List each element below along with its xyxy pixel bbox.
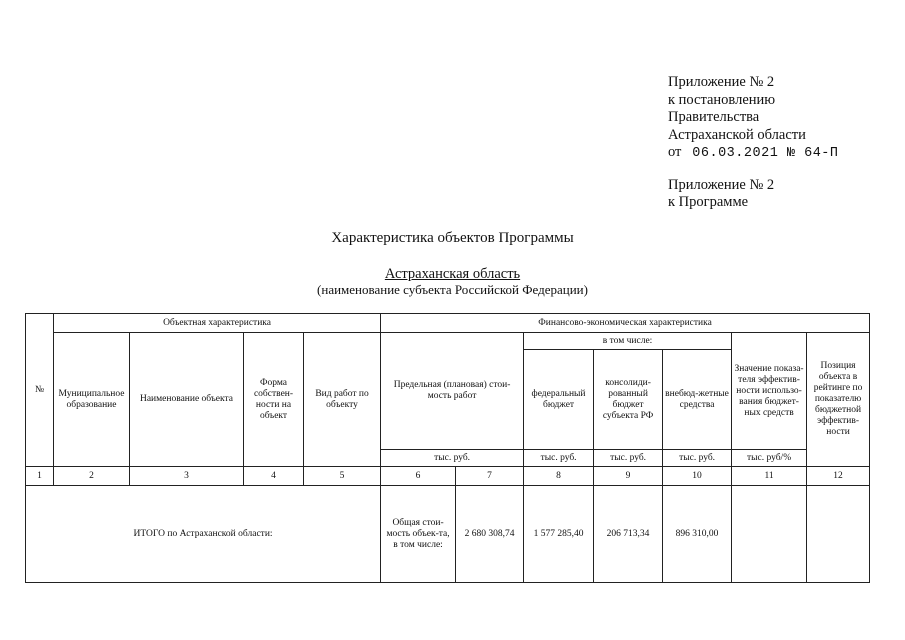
region-note: (наименование субъекта Российской Федерации) bbox=[317, 282, 588, 297]
header-work-type: Вид работ по объекту bbox=[304, 333, 381, 467]
total-row bbox=[26, 486, 870, 583]
unit-consolidated: тыс. руб. bbox=[594, 450, 663, 467]
appendix-line: Астраханской области bbox=[668, 126, 806, 143]
header-max-cost: Предельная (плановая) стои-мость работ bbox=[381, 333, 524, 450]
appendix-line: Приложение № 2 bbox=[668, 74, 775, 90]
header-object-group: Объектная характеристика bbox=[54, 314, 381, 333]
column-number: 12 bbox=[807, 467, 870, 486]
column-number: 6 bbox=[381, 467, 456, 486]
column-number: 9 bbox=[594, 467, 663, 486]
column-number: 3 bbox=[130, 467, 244, 486]
column-numbers-row bbox=[26, 467, 870, 486]
header-number: № bbox=[26, 314, 54, 467]
date-value: 06.03.2021 № 64-П bbox=[692, 146, 839, 161]
column-number: 11 bbox=[732, 467, 807, 486]
objects-table bbox=[25, 313, 870, 583]
header-consolidated: консолиди-рованный бюджет субъекта РФ bbox=[594, 350, 663, 450]
header-municipality: Муниципальное образование bbox=[54, 333, 130, 467]
unit-cost: тыс. руб. bbox=[381, 450, 524, 467]
total-consolidated-value: 206 713,34 bbox=[594, 486, 663, 583]
region-name bbox=[0, 266, 905, 283]
column-number: 5 bbox=[304, 467, 381, 486]
total-extra-value: 896 310,00 bbox=[663, 486, 732, 583]
appendix-line: Правительства bbox=[668, 109, 760, 125]
column-number: 2 bbox=[54, 467, 130, 486]
column-number: 4 bbox=[244, 467, 304, 486]
appendix-line: Приложение № 2 bbox=[668, 176, 775, 193]
unit-federal: тыс. руб. bbox=[524, 450, 594, 467]
appendix-line: к постановлению bbox=[668, 91, 776, 108]
header-object-name: Наименование объекта bbox=[130, 333, 244, 467]
document-title: Характеристика объектов Программы bbox=[331, 230, 574, 246]
total-federal-value: 1 577 285,40 bbox=[524, 486, 594, 583]
header-finance-group: Финансово-экономическая характеристика bbox=[381, 314, 870, 333]
date-prefix: от bbox=[668, 144, 682, 160]
header-federal: федеральный бюджет bbox=[524, 350, 594, 450]
unit-extra: тыс. руб. bbox=[663, 450, 732, 467]
appendix-date-line bbox=[668, 144, 839, 163]
column-number: 10 bbox=[663, 467, 732, 486]
header-including: в том числе: bbox=[524, 333, 732, 350]
column-number: 7 bbox=[456, 467, 524, 486]
total-cost-label: Общая стои-мость объек-та, в том числе: bbox=[381, 486, 456, 583]
total-label: ИТОГО по Астраханской области: bbox=[26, 486, 381, 583]
total-rating-cell bbox=[807, 486, 870, 583]
column-number: 1 bbox=[26, 467, 54, 486]
unit-efficiency: тыс. руб/% bbox=[732, 450, 807, 467]
header-efficiency: Значение показа-теля эффектив-ности использо-вания бюджет-ных средств bbox=[732, 333, 807, 450]
region-text: Астраханская область bbox=[384, 266, 521, 282]
appendix-block bbox=[668, 74, 839, 212]
appendix-line: к Программе bbox=[668, 194, 749, 210]
total-efficiency-cell bbox=[732, 486, 807, 583]
header-ownership: Форма собствен-ности на объект bbox=[244, 333, 304, 467]
total-cost-value: 2 680 308,74 bbox=[456, 486, 524, 583]
header-extrabudget: внебюд-жетные средства bbox=[663, 350, 732, 450]
header-rating: Позиция объекта в рейтинге по показателю бюджетной эффектив-ности bbox=[807, 333, 870, 467]
column-number: 8 bbox=[524, 467, 594, 486]
